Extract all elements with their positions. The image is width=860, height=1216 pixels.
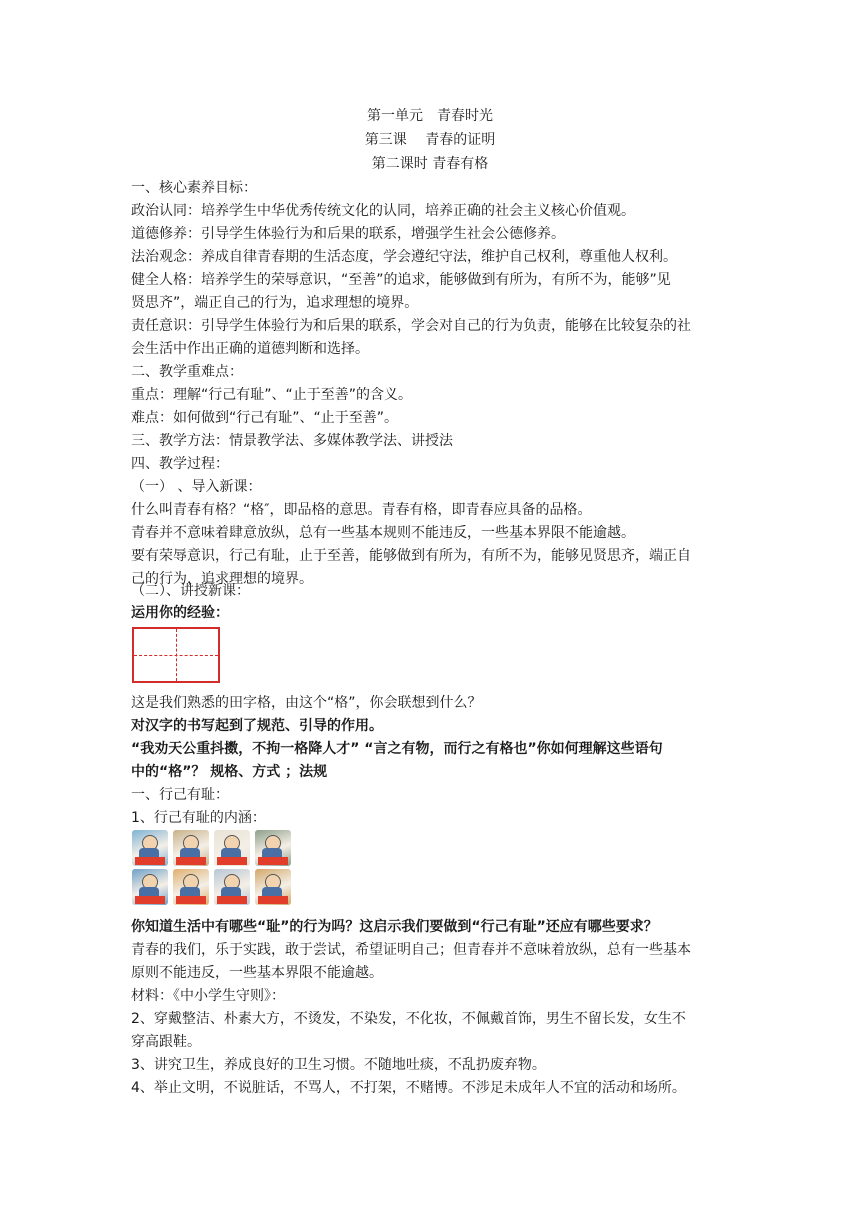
group-cartoon-icon xyxy=(132,869,168,905)
text-line: （一） 、导入新课： xyxy=(131,479,262,495)
text-line: 原则不能违反，一些基本界限不能逾越。 xyxy=(131,965,383,981)
text-line: 四、教学过程： xyxy=(131,456,229,472)
text-line: 责任意识：引导学生体验行为和后果的联系，学会对自己的行为负责，能够在比较复杂的社 xyxy=(131,318,691,334)
period-title: 第二课时 青春有格 xyxy=(371,156,489,172)
unit-title: 第一单元 青春时光 xyxy=(367,108,493,124)
text-line: 你知道生活中有哪些“耻”的行为吗？这启示我们要做到“行己有耻”还应有哪些要求？ xyxy=(131,919,658,935)
text-line: 一、行己有耻： xyxy=(131,787,229,803)
text-line: 贤思齐”，端正自己的行为，追求理想的境界。 xyxy=(131,295,419,311)
text-line: 一、核心素养目标： xyxy=(131,180,257,196)
text-line: 2、穿戴整洁、朴素大方，不烫发，不染发，不化妆，不佩戴首饰，男生不留长发，女生不 xyxy=(131,1011,686,1027)
text-line: 难点：如何做到“行己有耻”、“止于至善”。 xyxy=(131,410,399,426)
text-line: 4、举止文明，不说脏话，不骂人，不打架，不赌博。不涉足未成年人不宜的活动和场所。 xyxy=(131,1080,686,1096)
text-line: 己的行为，追求理想的境界。 xyxy=(131,571,313,587)
text-line: 材料：《中小学生守则》： xyxy=(131,988,285,1004)
building-cartoon-icon xyxy=(255,869,291,905)
tianzige-grid-image xyxy=(132,627,220,683)
text-line: 健全人格：培养学生的荣辱意识，“至善”的追求，能够做到有所为，有所不为，能够”见 xyxy=(131,272,671,288)
text-line: 运用你的经验： xyxy=(131,605,229,621)
text-line: 法治观念：养成自律青春期的生活态度，学会遵纪守法，维护自己权利，尊重他人权利。 xyxy=(131,249,677,265)
text-line: “我劝天公重抖擞，不拘一格降人才” “言之有物，而行之有格也”你如何理解这些语句 xyxy=(131,741,663,757)
sign-cartoon-icon xyxy=(173,869,209,905)
text-line: 重点：理解“行己有耻”、“止于至善”的含义。 xyxy=(131,387,413,403)
crowd-cartoon-icon xyxy=(132,830,168,866)
text-line: （二）、讲授新课： xyxy=(131,583,250,599)
text-line: 1、行己有耻的内涵： xyxy=(131,810,266,826)
text-line: 二、教学重难点： xyxy=(131,364,243,380)
fight-cartoon-icon xyxy=(255,830,291,866)
text-line: 要有荣辱意识，行己有耻，止于至善，能够做到有所为，有所不为，能够见贤思齐，端正自 xyxy=(131,548,691,564)
text-line: 会生活中作出正确的道德判断和选择。 xyxy=(131,341,369,357)
text-line: 政治认同：培养学生中华优秀传统文化的认同，培养正确的社会主义核心价值观。 xyxy=(131,203,635,219)
text-line: 中的“格”？ 规格、方式 ；法规 xyxy=(131,764,328,780)
text-line: 3、讲究卫生，养成良好的卫生习惯。不随地吐痰，不乱扔废弃物。 xyxy=(131,1057,546,1073)
text-line: 道德修养：引导学生体验行为和后果的联系，增强学生社会公德修养。 xyxy=(131,226,565,242)
text-line: 三、教学方法：情景教学法、多媒体教学法、讲授法 xyxy=(131,433,453,449)
grid-vertical-line xyxy=(176,629,177,681)
dance-cartoon-icon xyxy=(214,830,250,866)
text-line: 青春的我们，乐于实践，敢于尝试，希望证明自己；但青春并不意味着放纵，总有一些基本 xyxy=(131,942,691,958)
text-line: 穿高跟鞋。 xyxy=(131,1034,201,1050)
classroom-cartoon-icon xyxy=(173,830,209,866)
text-line: 对汉字的书写起到了规范、引导的作用。 xyxy=(131,718,383,734)
text-line: 什么叫青春有格？“格″，即品格的意思。青春有格，即青春应具备的品格。 xyxy=(131,502,592,518)
lesson-title: 第三课 青春的证明 xyxy=(364,132,496,148)
text-line: 这是我们熟悉的田字格，由这个“格”，你会联想到什么？ xyxy=(131,695,482,711)
text-line: 青春并不意味着肆意放纵，总有一些基本规则不能违反，一些基本界限不能逾越。 xyxy=(131,525,635,541)
running-cartoon-icon xyxy=(214,869,250,905)
